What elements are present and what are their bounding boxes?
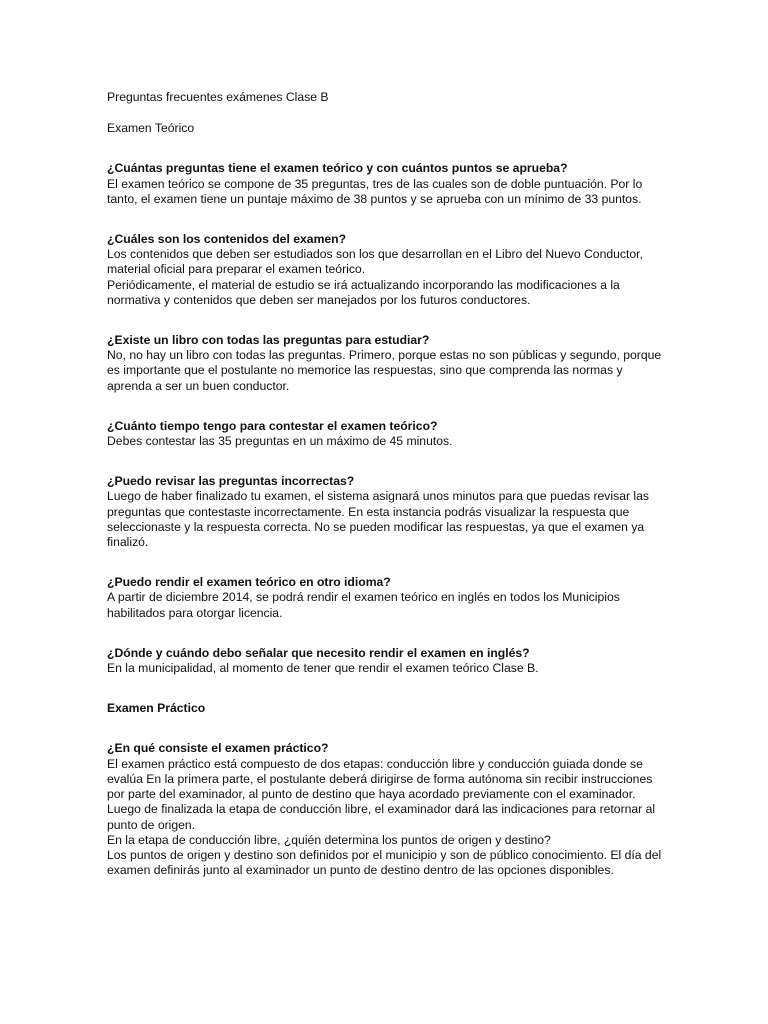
faq-question: ¿Cuáles son los contenidos del examen? (107, 232, 347, 247)
faq-answer: No, no hay un libro con todas las preguntas. Primero, porque estas no son públicas y segundo, porque es importante que el postulante no memorice las respuestas, sino que comprenda las normas y aprenda a ser un buen conductor. (107, 348, 662, 393)
faq-answer: En la municipalidad, al momento de tener que rendir el examen teórico Clase B. (107, 661, 539, 676)
faq-question: ¿Puedo rendir el examen teórico en otro idioma? (107, 575, 391, 590)
faq-item-6 (107, 575, 667, 621)
faq-question: ¿Puedo revisar las preguntas incorrectas? (107, 474, 355, 489)
faq-answer: Debes contestar las 35 preguntas en un máximo de 45 minutos. (107, 434, 453, 449)
faq-item-8 (107, 741, 667, 878)
faq-answer: Los puntos de origen y destino son definidos por el municipio y son de público conocimiento. El día del examen definirás junto al examinador un punto de destino dentro de las opciones disponibles. (107, 847, 662, 878)
faq-answer: Luego de haber finalizado tu examen, el sistema asignará unos minutos para que puedas revisar las preguntas que contestaste incorrectamente. En esta instancia podrás visualizar la respuesta que seleccionaste y la respuesta correcta. No se pueden modificar las respuestas, ya que el examen ya finalizó. (107, 489, 649, 550)
faq-answer: Los contenidos que deben ser estudiados son los que desarrollan en el Libro del Nuevo Conductor, material oficial para preparar el examen teórico. (107, 247, 643, 277)
faq-answer: En la etapa de conducción libre, ¿quién determina los puntos de origen y destino? (107, 832, 551, 847)
faq-answer: Luego de finalizada la etapa de conducción libre, el examinador dará las indicaciones para retornar al punto de origen. (107, 802, 656, 832)
faq-question: ¿Cuántas preguntas tiene el examen teórico y con cuántos puntos se aprueba? (107, 161, 568, 176)
faq-item-2 (107, 232, 667, 308)
faq-answer: El examen teórico se compone de 35 preguntas, tres de las cuales son de doble puntuación. Por lo tanto, el examen tiene un puntaje máximo de 38 puntos y se aprueba con un mínimo de 33 puntos. (107, 176, 643, 206)
faq-item-4 (107, 419, 667, 449)
faq-item-3 (107, 333, 667, 394)
faq-item-7 (107, 646, 667, 676)
faq-question: ¿Cuánto tiempo tengo para contestar el examen teórico? (107, 418, 438, 433)
faq-question: ¿Existe un libro con todas las preguntas para estudiar? (107, 333, 430, 348)
faq-answer: A partir de diciembre 2014, se podrá rendir el examen teórico en inglés en todos los Municipios habilitados para otorgar licencia. (107, 590, 620, 620)
faq-question: ¿En qué consiste el examen práctico? (107, 741, 329, 756)
faq-item-1 (107, 161, 667, 207)
faq-answer: Periódicamente, el material de estudio se irá actualizando incorporando las modificaciones a la normativa y contenidos que deben ser manejados por los futuros conductores. (107, 277, 620, 307)
faq-item-5 (107, 474, 667, 550)
document-page (107, 90, 667, 903)
section-title-practical: Examen Práctico (107, 701, 206, 716)
faq-answer: El examen práctico está compuesto de dos etapas: conducción libre y conducción guiada donde se evalúa En la primera parte, el postulante deberá dirigirse de forma autónoma sin recibir instrucciones por parte del examinador, al punto de destino que haya acordado previamente con el examinador. (107, 756, 653, 802)
document-title: Preguntas frecuentes exámenes Clase B (107, 90, 329, 104)
faq-question: ¿Dónde y cuándo debo señalar que necesito rendir el examen en inglés? (107, 645, 530, 660)
section-title-theory: Examen Teórico (107, 121, 195, 136)
